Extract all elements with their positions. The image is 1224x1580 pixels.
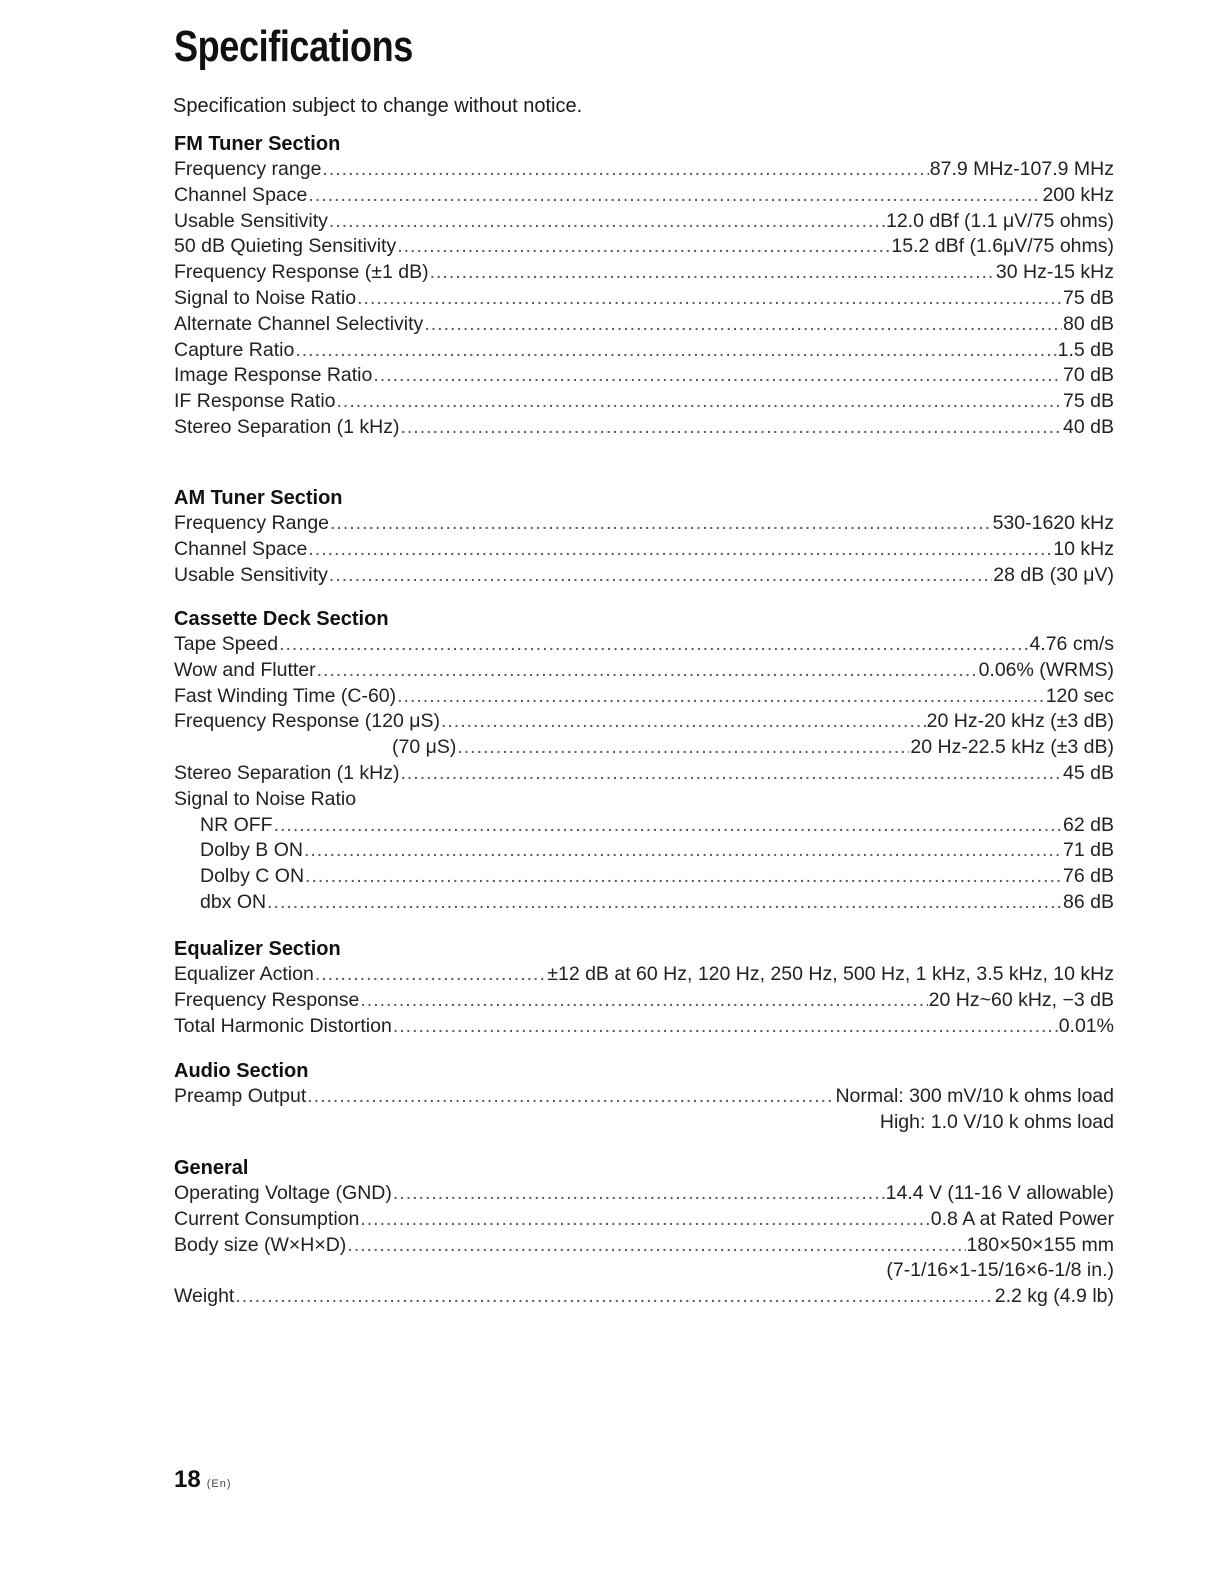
spec-label: Weight [174,1285,235,1308]
spec-row [174,761,1114,787]
leader-dots [400,761,1062,787]
leader-dots [347,1233,965,1259]
spec-label: Capture Ratio [174,338,295,361]
notice-text: Specification subject to change without notice. [173,95,583,117]
section-title: Audio Section [174,1060,309,1082]
spec-value: 75 dB [1063,390,1114,413]
spec-row [174,312,1114,338]
spec-row [174,1084,1114,1110]
spec-row [174,1014,1114,1040]
spec-label: Equalizer Action [174,963,314,985]
spec-value: 28 dB (30 μV) [993,563,1114,586]
spec-label: NR OFF [200,813,273,836]
spec-value: 87.9 MHz-107.9 MHz [929,158,1114,180]
spec-row [174,813,1114,839]
spec-label: Stereo Separation (1 kHz) [174,761,400,784]
spec-value: 15.2 dBf (1.6μV/75 ohms) [891,235,1114,258]
leader-dots [337,389,1063,415]
language-tag: (En) [206,1478,232,1490]
spec-value: 80 dB [1063,312,1114,335]
spec-label: Dolby C ON [200,865,305,888]
spec-label: Usable Sensitivity [174,563,328,586]
spec-row [174,632,1114,658]
leader-dots [267,890,1062,916]
spec-value: 45 dB [1063,761,1114,784]
leader-dots [360,1207,929,1233]
spec-value: 2.2 kg (4.9 lb) [994,1285,1114,1308]
spec-row [174,684,1114,710]
spec-row [174,890,1114,916]
spec-label: Frequency Range [174,512,330,534]
spec-label: Operating Voltage (GND) [174,1182,392,1204]
general-section [174,1155,1114,1310]
spec-value: 12.0 dBf (1.1 μV/75 ohms) [885,209,1114,232]
spec-label: Channel Space [174,537,308,560]
spec-row [174,234,1114,260]
spec-row [174,1233,1114,1259]
spec-row [174,389,1114,415]
spec-row [174,988,1114,1014]
spec-value: 120 sec [1045,684,1114,707]
page-number: 18 [174,1466,201,1493]
spec-label: Preamp Output [174,1085,307,1107]
leader-dots [315,962,546,988]
spec-value: 62 dB [1063,813,1114,836]
spec-row [174,563,1114,589]
spec-row [174,658,1114,684]
leader-dots [279,632,1028,658]
spec-label: Total Harmonic Distortion [174,1014,392,1037]
spec-label: Stereo Separation (1 kHz) [174,415,400,438]
spec-row [174,415,1114,441]
leader-dots [430,260,995,286]
leader-dots [457,735,909,761]
spec-row [174,838,1114,864]
spec-row [174,962,1114,988]
spec-row [174,183,1114,209]
spec-label: Frequency Response (±1 dB) [174,261,429,284]
spec-value: 0.8 A at Rated Power [930,1207,1114,1230]
spec-row [174,260,1114,286]
spec-row [174,157,1114,183]
spec-value: 76 dB [1063,865,1114,888]
leader-dots [304,838,1062,864]
spec-label: Frequency Response [174,988,360,1011]
spec-value: 20 Hz-22.5 kHz (±3 dB) [910,736,1114,759]
spec-value: 1.5 dB [1057,338,1114,361]
spec-label: Wow and Flutter [174,658,316,681]
spec-row [174,787,1114,813]
spec-row [174,209,1114,235]
leader-dots [308,183,1041,209]
cassette-deck-section [174,606,1114,916]
fm-tuner-section [174,131,1114,441]
leader-dots [329,563,992,589]
leader-dots [329,209,885,235]
spec-label: Frequency range [174,158,322,180]
spec-value: 200 kHz [1042,183,1114,206]
spec-label: Signal to Noise Ratio [174,286,357,309]
spec-value: ±12 dB at 60 Hz, 120 Hz, 250 Hz, 500 Hz, 1 kHz, 3.5 kHz, 10 kHz [547,963,1114,985]
spec-value: 70 dB [1063,364,1114,387]
leader-dots [235,1284,993,1310]
spec-value: 75 dB [1063,286,1114,309]
spec-value: 71 dB [1063,839,1114,862]
leader-dots [400,415,1062,441]
spec-label: IF Response Ratio [174,390,336,413]
spec-row [174,735,1114,761]
spec-row [174,363,1114,389]
spec-row [174,1284,1114,1310]
leader-dots [393,1014,1058,1040]
spec-row [174,1181,1114,1207]
spec-value: 4.76 cm/s [1029,633,1114,655]
section-title: Equalizer Section [174,938,341,960]
leader-dots [424,312,1062,338]
spec-value: 86 dB [1063,890,1114,913]
leader-dots [397,684,1045,710]
equalizer-section [174,936,1114,1039]
section-title: General [174,1157,249,1179]
spec-row [174,537,1114,563]
spec-label: Channel Space [174,183,308,206]
spec-row [174,511,1114,537]
audio-section [174,1058,1114,1136]
spec-label: (70 μS) [392,736,457,759]
spec-value: 530-1620 kHz [992,512,1114,534]
spec-row [174,286,1114,312]
spec-row [174,709,1114,735]
spec-label: Dolby B ON [200,839,303,862]
spec-value: 0.06% (WRMS) [978,658,1114,681]
leader-dots [305,864,1062,890]
spec-label: Fast Winding Time (C-60) [174,684,397,707]
spec-value: 0.01% [1058,1014,1114,1037]
spec-value: 40 dB [1063,415,1114,438]
leader-dots [307,1084,834,1110]
leader-dots [441,709,926,735]
spec-value-continued: High: 1.0 V/10 k ohms load [879,1110,1114,1133]
leader-dots [322,157,928,183]
section-title: Cassette Deck Section [174,608,389,630]
leader-dots [317,658,978,684]
leader-dots [360,988,927,1014]
spec-value: Normal: 300 mV/10 k ohms load [835,1085,1114,1107]
spec-value: 20 Hz-20 kHz (±3 dB) [926,710,1114,733]
spec-value: 180×50×155 mm [966,1233,1114,1256]
spec-label: Frequency Response (120 μS) [174,710,440,733]
spec-label: dbx ON [200,890,267,913]
page-title: Specifications [174,22,413,71]
spec-row [174,1207,1114,1233]
leader-dots [308,537,1052,563]
page-footer [174,1466,231,1494]
spec-value: 30 Hz-15 kHz [995,261,1114,284]
spec-label: Body size (W×H×D) [174,1233,347,1256]
am-tuner-section [174,485,1114,588]
spec-value-continued: (7-1/16×1-15/16×6-1/8 in.) [886,1259,1114,1282]
spec-label: Current Consumption [174,1207,360,1230]
leader-dots [393,1181,885,1207]
leader-dots [274,813,1062,839]
spec-label: Image Response Ratio [174,364,373,387]
section-title: AM Tuner Section [174,487,343,509]
spec-label: Usable Sensitivity [174,209,328,232]
spec-label: Tape Speed [174,633,279,655]
leader-dots [295,338,1056,364]
leader-dots [330,511,992,537]
spec-row [174,864,1114,890]
spec-value: 10 kHz [1053,537,1114,560]
leader-dots [397,234,890,260]
spec-value: 14.4 V (11-16 V allowable) [885,1182,1114,1204]
leader-dots [357,286,1062,312]
section-title: FM Tuner Section [174,133,341,155]
spec-value: 20 Hz~60 kHz, −3 dB [928,988,1114,1011]
spec-label: Signal to Noise Ratio [174,787,357,810]
leader-dots [373,363,1062,389]
spec-row [174,338,1114,364]
spec-label: Alternate Channel Selectivity [174,312,424,335]
spec-label: 50 dB Quieting Sensitivity [174,235,397,258]
